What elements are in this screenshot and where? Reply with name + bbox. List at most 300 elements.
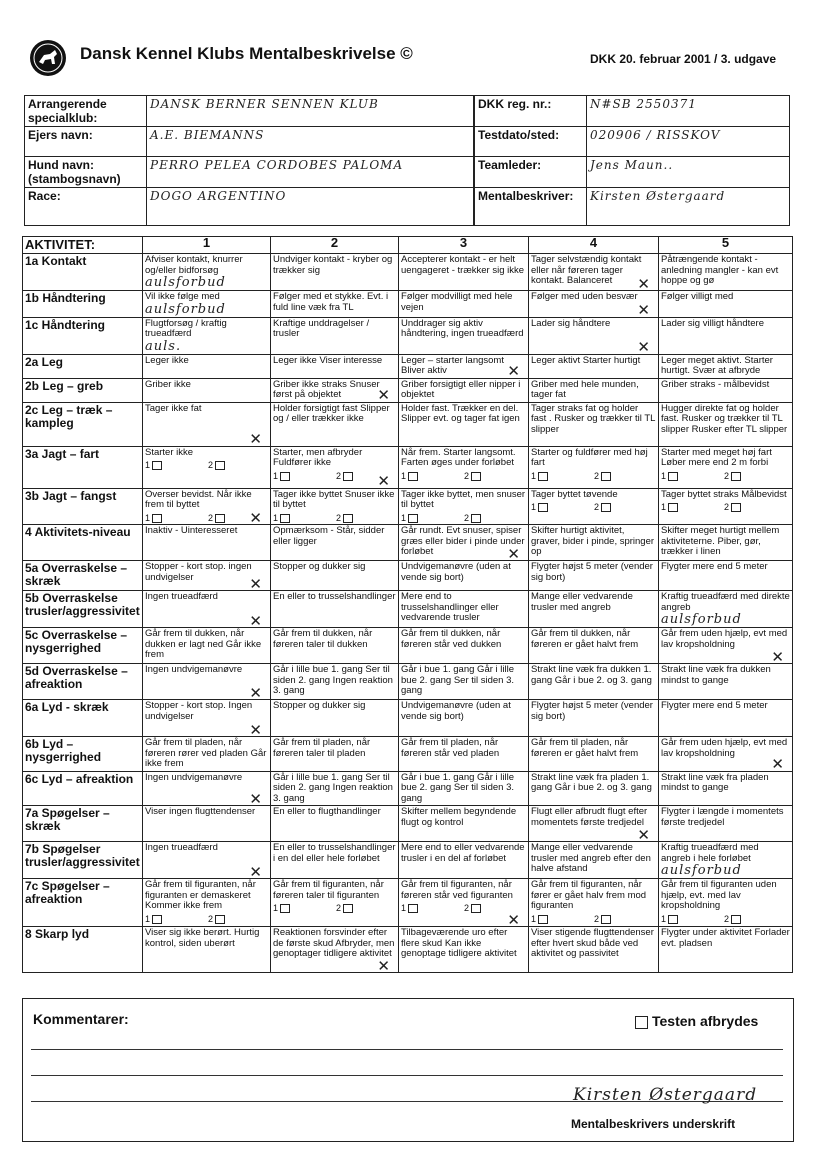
score-description: Stopper - kort stop. Ingen undvigelser: [145, 700, 253, 722]
score-cell[interactable]: [271, 446, 399, 488]
box-label: 2: [208, 913, 214, 924]
activity-row: [23, 628, 793, 664]
score-description: Hugger direkte fat og holder fast. Rusker og trækker til TL slipper Rusker efter TL slipper: [661, 402, 788, 435]
option-boxes[interactable]: [661, 914, 790, 925]
option-boxes[interactable]: [661, 502, 790, 513]
score-cell[interactable]: [659, 488, 793, 525]
checkbox-icon[interactable]: [152, 514, 162, 523]
score-cell[interactable]: [143, 446, 271, 488]
score-cell[interactable]: [143, 664, 271, 700]
activity-label: 5c Overraskelse – nysgerrighed: [23, 628, 143, 664]
checkbox-icon: [635, 1016, 648, 1029]
score-description: Leger meget aktivt. Starter hurtigt. Svær at afbryde: [661, 354, 773, 376]
score-cell[interactable]: [659, 561, 793, 591]
score-description: Griber ikke straks Snuser først på objektet: [273, 378, 380, 400]
score-cell[interactable]: [659, 700, 793, 737]
hund-label: Hund navn: (stambogsnavn): [25, 157, 147, 188]
column-header: 1: [143, 237, 271, 254]
option-boxes[interactable]: [273, 513, 396, 524]
mental-value[interactable]: Kirsten Østergaard: [587, 188, 790, 226]
score-cell[interactable]: [399, 488, 529, 525]
score-description: Inaktiv - Uinteresseret: [145, 525, 238, 536]
cross-mark-icon: ✕: [249, 789, 262, 806]
score-cell[interactable]: [399, 354, 529, 378]
score-cell[interactable]: [659, 737, 793, 772]
score-cell[interactable]: [659, 291, 793, 318]
score-cell[interactable]: [143, 402, 271, 446]
score-description: Går frem til dukken, når føreren taler til dukken: [273, 628, 373, 650]
checkbox-icon[interactable]: [280, 904, 290, 913]
score-description: Flygter mere end 5 meter: [661, 561, 768, 572]
option-boxes[interactable]: [531, 914, 656, 925]
score-cell[interactable]: [271, 402, 399, 446]
score-description: Går frem til pladen, når føreren taler til pladen: [273, 737, 371, 759]
option-boxes[interactable]: [531, 502, 656, 513]
stop-test-checkbox[interactable]: [635, 1013, 758, 1029]
box-label: 1: [661, 470, 667, 481]
score-cell[interactable]: [659, 402, 793, 446]
score-cell[interactable]: [529, 446, 659, 488]
score-description: En eller to trusselshandlinger i en del eller hele forløbet: [273, 842, 396, 864]
score-description: Griber straks - målbevidst: [661, 378, 770, 390]
score-cell[interactable]: [529, 806, 659, 842]
score-description: Undvigemanøvre (uden at vende sig bort): [401, 700, 511, 722]
score-cell[interactable]: [271, 525, 399, 561]
mental-label: Mentalbeskriver:: [474, 188, 587, 226]
option-boxes[interactable]: [145, 460, 268, 471]
checkbox-icon[interactable]: [471, 514, 481, 523]
score-description: Tager byttet straks Målbevidst: [661, 488, 787, 500]
score-cell[interactable]: [271, 771, 399, 806]
score-cell[interactable]: [271, 317, 399, 354]
score-description: Påtrængende kontakt - anledning mangler - kan evt hoppe og gø: [661, 254, 779, 286]
checkbox-icon[interactable]: [152, 915, 162, 924]
score-description: Mange eller vedvarende trusler med angreb: [531, 591, 633, 613]
score-cell[interactable]: [399, 317, 529, 354]
score-cell[interactable]: [271, 628, 399, 664]
score-description: Kraftig trueadfærd med direkte angreb: [661, 591, 790, 613]
box-label: 2: [336, 470, 342, 481]
activity-header-row: [23, 237, 793, 254]
score-description: Ingen trueadfærd: [145, 591, 218, 602]
score-cell[interactable]: [399, 927, 529, 973]
score-description: Kraftige unddragelser / trusler: [273, 317, 370, 339]
score-description: Griber med hele munden, tager fat: [531, 378, 639, 400]
score-cell[interactable]: [529, 879, 659, 927]
box-label: 1: [273, 903, 279, 913]
cross-mark-icon: ✕: [507, 544, 520, 561]
activity-row: [23, 525, 793, 561]
score-cell[interactable]: [529, 927, 659, 973]
score-description: Går frem uden hjælp, evt med lav kropsholdning: [661, 628, 788, 650]
dkk-logo: [28, 38, 68, 78]
score-cell[interactable]: [143, 927, 271, 973]
score-cell[interactable]: [271, 700, 399, 737]
score-cell[interactable]: [399, 700, 529, 737]
activity-label: 7a Spøgelser – skræk: [23, 806, 143, 842]
score-cell[interactable]: [143, 842, 271, 879]
score-cell[interactable]: [659, 806, 793, 842]
score-description: Tager straks fat og holder fast . Rusker og trækker til TL slipper: [531, 402, 656, 435]
box-label: 1: [145, 460, 151, 470]
box-label: 2: [208, 460, 214, 470]
score-description: Undvigemanøvre (uden at vende sig bort): [401, 561, 511, 583]
activity-row: [23, 591, 793, 628]
signature: Kirsten Østergaard: [573, 1085, 758, 1105]
score-cell[interactable]: [143, 806, 271, 842]
score-description: Overser bevidst. Når ikke frem til byttet: [145, 488, 252, 510]
score-description: Strakt line væk fra pladen mindst to gange: [661, 771, 769, 793]
checkbox-icon[interactable]: [538, 472, 548, 481]
score-description: Holder fast. Trækker en del. Slipper evt. og tager fat igen: [401, 402, 520, 424]
checkbox-icon[interactable]: [668, 472, 678, 481]
score-cell[interactable]: [659, 771, 793, 806]
score-cell[interactable]: [271, 291, 399, 318]
signature-label: Mentalbeskrivers underskrift: [571, 1117, 736, 1131]
activity-row: [23, 317, 793, 354]
score-description: Mere end to trusselshandlinger eller vedvarende trusler: [401, 591, 499, 623]
score-cell[interactable]: [659, 628, 793, 664]
score-description: Stopper og dukker sig: [273, 700, 366, 711]
score-cell[interactable]: [143, 291, 271, 318]
document-title: Dansk Kennel Klubs Mentalbeskrivelse ©: [80, 44, 413, 63]
score-description: Ingen undvigemanøvre: [145, 771, 243, 783]
cross-mark-icon: ✕: [249, 611, 262, 628]
box-label: 2: [594, 502, 600, 512]
score-cell[interactable]: [271, 927, 399, 973]
checkbox-icon[interactable]: [601, 915, 611, 924]
score-cell[interactable]: [143, 700, 271, 737]
score-cell[interactable]: [529, 525, 659, 561]
score-description: Undviger kontakt - kryber og trækker sig: [273, 254, 393, 276]
score-cell[interactable]: [143, 378, 271, 402]
score-description: Følger med et stykke. Evt. i fuld line væk fra TL: [273, 291, 389, 313]
score-cell[interactable]: [529, 664, 659, 700]
test-value[interactable]: 020906 / RISSKOV: [587, 127, 790, 157]
score-description: Går i lille bue 1. gang Ser til siden 2. gang Ingen reaktion 3. gang: [273, 771, 393, 804]
checkbox-icon[interactable]: [215, 915, 225, 924]
score-cell[interactable]: [399, 378, 529, 402]
checkbox-icon[interactable]: [668, 503, 678, 512]
score-cell[interactable]: [529, 842, 659, 879]
score-cell[interactable]: [143, 628, 271, 664]
activity-label: 7b Spøgelser trusler/aggressivitet: [23, 842, 143, 879]
score-cell[interactable]: [399, 446, 529, 488]
score-description: Går frem til figuranten uden hjælp, evt. med lav kropsholdning: [661, 879, 777, 911]
score-description: Stopper - kort stop. ingen undvigelser: [145, 561, 252, 583]
score-description: Går frem til figuranten, når fører er gået halv frem mod figuranten: [531, 879, 647, 911]
checkbox-icon[interactable]: [471, 472, 481, 481]
info-table: [24, 95, 790, 226]
score-description: Accepterer kontakt - er helt uengageret - trækker sig ikke: [401, 254, 525, 276]
box-label: 1: [145, 512, 151, 523]
score-cell[interactable]: [399, 879, 529, 927]
checkbox-icon[interactable]: [731, 503, 741, 512]
checkbox-icon[interactable]: [668, 915, 678, 924]
score-cell[interactable]: [143, 488, 271, 525]
score-cell[interactable]: [399, 842, 529, 879]
score-cell[interactable]: [271, 591, 399, 628]
column-header: 3: [399, 237, 529, 254]
column-header: 4: [529, 237, 659, 254]
box-label: 2: [594, 913, 600, 924]
comment-line: [31, 1075, 783, 1076]
checkbox-icon[interactable]: [538, 915, 548, 924]
score-cell[interactable]: [529, 628, 659, 664]
score-cell[interactable]: [271, 737, 399, 772]
team-label: Teamleder:: [474, 157, 587, 188]
box-label: 1: [401, 903, 407, 913]
score-cell[interactable]: [271, 806, 399, 842]
activity-header: AKTIVITET:: [23, 237, 143, 254]
score-cell[interactable]: [399, 771, 529, 806]
score-description: Holder forsigtigt fast Slipper og / eller trækker ikke: [273, 402, 390, 424]
box-label: 2: [208, 512, 214, 523]
score-description: Reaktionen forsvinder efter de første skud Afbryder, men genoptager tidligere aktivitet: [273, 927, 395, 959]
option-boxes[interactable]: [401, 513, 526, 524]
score-cell[interactable]: [143, 771, 271, 806]
score-cell[interactable]: [399, 525, 529, 561]
arrangerende-value[interactable]: DANSK BERNER SENNEN KLUB: [147, 96, 475, 127]
score-description: Flugt eller afbrudt flugt efter momentets første tredjedel: [531, 806, 648, 828]
score-cell[interactable]: [659, 378, 793, 402]
score-description: Går frem til dukken, når føreren står ved dukken: [401, 628, 502, 650]
score-description: Vil ikke følge med: [145, 291, 220, 302]
ejer-value[interactable]: A.E. BIEMANNS: [147, 127, 475, 157]
score-cell[interactable]: [659, 354, 793, 378]
score-cell[interactable]: [529, 700, 659, 737]
checkbox-icon[interactable]: [538, 503, 548, 512]
score-cell[interactable]: [399, 664, 529, 700]
score-cell[interactable]: [399, 806, 529, 842]
score-cell[interactable]: [143, 254, 271, 291]
score-description: En eller to flugthandlinger: [273, 806, 381, 817]
score-description: Flygter under aktivitet Forlader evt. pladsen: [661, 927, 790, 949]
cross-mark-icon: ✕: [771, 647, 784, 664]
score-cell[interactable]: [143, 879, 271, 927]
checkbox-icon[interactable]: [408, 514, 418, 523]
score-cell[interactable]: [659, 879, 793, 927]
comments-section: [22, 998, 794, 1142]
score-cell[interactable]: [271, 378, 399, 402]
activity-label: 2b Leg – greb: [23, 378, 143, 402]
box-label: 2: [464, 470, 470, 481]
score-description: En eller to trusselshandlinger: [273, 591, 396, 602]
option-boxes[interactable]: [401, 471, 526, 482]
score-cell[interactable]: [529, 291, 659, 318]
activity-row: [23, 378, 793, 402]
score-cell[interactable]: [529, 254, 659, 291]
activity-label: 2a Leg: [23, 354, 143, 378]
box-label: 1: [531, 502, 537, 512]
option-boxes[interactable]: [661, 471, 790, 482]
score-cell[interactable]: [529, 737, 659, 772]
score-cell[interactable]: [143, 737, 271, 772]
activity-label: 5d Overraskelse – afreaktion: [23, 664, 143, 700]
box-label: 1: [661, 502, 667, 512]
score-description: Går frem til pladen, når føreren rører ved pladen Går ikke frem: [145, 737, 267, 769]
cross-mark-icon: ✕: [637, 274, 650, 291]
score-description: Går i bue 1. gang Går i lille bue 2. gang Ser til siden 3. gang: [401, 771, 515, 804]
checkbox-icon[interactable]: [215, 461, 225, 470]
score-cell[interactable]: [529, 488, 659, 525]
cross-mark-icon: ✕: [637, 338, 650, 354]
score-cell[interactable]: [271, 664, 399, 700]
team-value[interactable]: Jens Maun..: [587, 157, 790, 188]
checkbox-icon[interactable]: [731, 915, 741, 924]
handwritten-note: auls.: [145, 338, 182, 354]
box-label: 1: [401, 512, 407, 523]
checkbox-icon[interactable]: [408, 904, 418, 913]
checkbox-icon[interactable]: [408, 472, 418, 481]
hund-value[interactable]: PERRO PELEA CORDOBES PALOMA: [147, 157, 475, 188]
activity-label: 4 Aktivitets-niveau: [23, 525, 143, 561]
cross-mark-icon: ✕: [377, 472, 390, 488]
box-label: 1: [401, 470, 407, 481]
comment-line: [31, 1049, 783, 1050]
activity-label: 2c Leg – træk – kampleg: [23, 402, 143, 446]
checkbox-icon[interactable]: [280, 472, 290, 481]
score-cell[interactable]: [659, 317, 793, 354]
box-label: 2: [724, 502, 730, 512]
score-description: Ingen trueadfærd: [145, 842, 218, 853]
score-description: Går frem til figuranten, når føreren står ved figuranten: [401, 879, 513, 901]
score-cell[interactable]: [143, 591, 271, 628]
checkbox-icon[interactable]: [731, 472, 741, 481]
activity-row: [23, 402, 793, 446]
score-cell[interactable]: [399, 628, 529, 664]
score-cell[interactable]: [271, 842, 399, 879]
score-description: Ingen undvigemanøvre: [145, 664, 243, 675]
option-boxes[interactable]: [531, 471, 656, 482]
score-description: Viser sig ikke berørt. Hurtig kontrol, siden uberørt: [145, 927, 260, 949]
score-cell[interactable]: [659, 446, 793, 488]
score-cell[interactable]: [529, 378, 659, 402]
checkbox-icon[interactable]: [343, 514, 353, 523]
score-description: Tager ikke fat: [145, 402, 202, 414]
score-cell[interactable]: [143, 561, 271, 591]
activity-label: 6c Lyd – afreaktion: [23, 771, 143, 806]
checkbox-icon[interactable]: [471, 904, 481, 913]
cross-mark-icon: ✕: [377, 956, 390, 973]
score-description: Når frem. Starter langsomt. Farten øges under forløbet: [401, 446, 516, 468]
score-cell[interactable]: [271, 561, 399, 591]
score-cell[interactable]: [659, 927, 793, 973]
box-label: 1: [531, 913, 537, 924]
score-description: Skifter hurtigt aktivitet, graver, bider i pinde, springer op: [531, 525, 655, 557]
score-cell[interactable]: [271, 354, 399, 378]
score-description: Går i bue 1. gang Går i lille bue 2. gang Ser til siden 3. gang: [401, 664, 515, 696]
box-label: 1: [661, 913, 667, 924]
cross-mark-icon: ✕: [377, 386, 390, 402]
activity-table: [22, 236, 793, 973]
checkbox-icon[interactable]: [343, 472, 353, 481]
score-cell[interactable]: [399, 254, 529, 291]
cross-mark-icon: ✕: [637, 301, 650, 317]
score-description: Strakt line væk fra dukken 1. gang Går i bue 2. og 3. gang: [531, 664, 652, 686]
arrangerende-label: Arrangerende specialklub:: [25, 96, 147, 127]
score-description: Følger villigt med: [661, 291, 734, 302]
score-cell[interactable]: [399, 402, 529, 446]
race-value[interactable]: DOGO ARGENTINO: [147, 188, 475, 226]
score-cell[interactable]: [659, 525, 793, 561]
checkbox-icon[interactable]: [601, 503, 611, 512]
score-cell[interactable]: [659, 664, 793, 700]
score-cell[interactable]: [271, 488, 399, 525]
checkbox-icon[interactable]: [152, 461, 162, 470]
checkbox-icon[interactable]: [215, 514, 225, 523]
option-boxes[interactable]: [273, 903, 396, 914]
score-description: Går frem til dukken, når føreren er gået halvt frem: [531, 628, 639, 650]
score-cell[interactable]: [399, 737, 529, 772]
checkbox-icon[interactable]: [280, 514, 290, 523]
score-cell[interactable]: [529, 402, 659, 446]
score-cell[interactable]: [399, 561, 529, 591]
score-cell[interactable]: [529, 591, 659, 628]
activity-label: 3a Jagt – fart: [23, 446, 143, 488]
score-description: Tager ikke byttet, men snuser til byttet: [401, 488, 526, 510]
cross-mark-icon: ✕: [771, 755, 784, 771]
checkbox-icon[interactable]: [343, 904, 353, 913]
score-cell[interactable]: [271, 879, 399, 927]
score-cell[interactable]: [659, 842, 793, 879]
score-cell[interactable]: [143, 317, 271, 354]
score-cell[interactable]: [659, 591, 793, 628]
score-cell[interactable]: [529, 771, 659, 806]
score-description: Leger aktivt Starter hurtigt: [531, 354, 641, 366]
cross-mark-icon: ✕: [249, 574, 262, 591]
comments-label: Kommentarer:: [33, 1011, 129, 1027]
score-description: Flygter mere end 5 meter: [661, 700, 768, 711]
score-description: Stopper og dukker sig: [273, 561, 366, 572]
activity-row: [23, 664, 793, 700]
box-label: 2: [464, 512, 470, 523]
score-description: Lader sig villigt håndtere: [661, 317, 764, 329]
score-cell[interactable]: [529, 354, 659, 378]
box-label: 2: [464, 903, 470, 913]
score-cell[interactable]: [529, 317, 659, 354]
score-description: Skifter meget hurtigt mellem aktiviteterne. Piber, gør, trækker i linen: [661, 525, 780, 557]
score-cell[interactable]: [529, 561, 659, 591]
cross-mark-icon: ✕: [249, 430, 262, 446]
score-cell[interactable]: [143, 525, 271, 561]
score-description: Griber ikke: [145, 378, 191, 390]
cross-mark-icon: ✕: [507, 910, 520, 927]
activity-label: 6b Lyd – nysgerrighed: [23, 737, 143, 772]
box-label: 1: [273, 512, 279, 523]
option-boxes[interactable]: [145, 914, 268, 925]
dkk-value[interactable]: N#SB 2550371: [587, 96, 790, 127]
box-label: 2: [336, 512, 342, 523]
activity-row: [23, 842, 793, 879]
score-description: Opmærksom - Står, sidder eller ligger: [273, 525, 385, 547]
score-cell[interactable]: [399, 291, 529, 318]
score-cell[interactable]: [143, 354, 271, 378]
activity-row: [23, 354, 793, 378]
score-description: Mere end to eller vedvarende trusler i en del af forløbet: [401, 842, 525, 864]
score-cell[interactable]: [271, 254, 399, 291]
score-description: Tilbageværende uro efter flere skud Kan ikke genoptage tidligere aktivitet: [401, 927, 517, 959]
column-header: 5: [659, 237, 793, 254]
checkbox-icon[interactable]: [601, 472, 611, 481]
score-description: Strakt line væk fra dukken mindst to gange: [661, 664, 771, 686]
box-label: 1: [531, 470, 537, 481]
score-cell[interactable]: [659, 254, 793, 291]
activity-row: [23, 879, 793, 927]
activity-row: [23, 291, 793, 318]
score-cell[interactable]: [399, 591, 529, 628]
cross-mark-icon: ✕: [249, 720, 262, 737]
